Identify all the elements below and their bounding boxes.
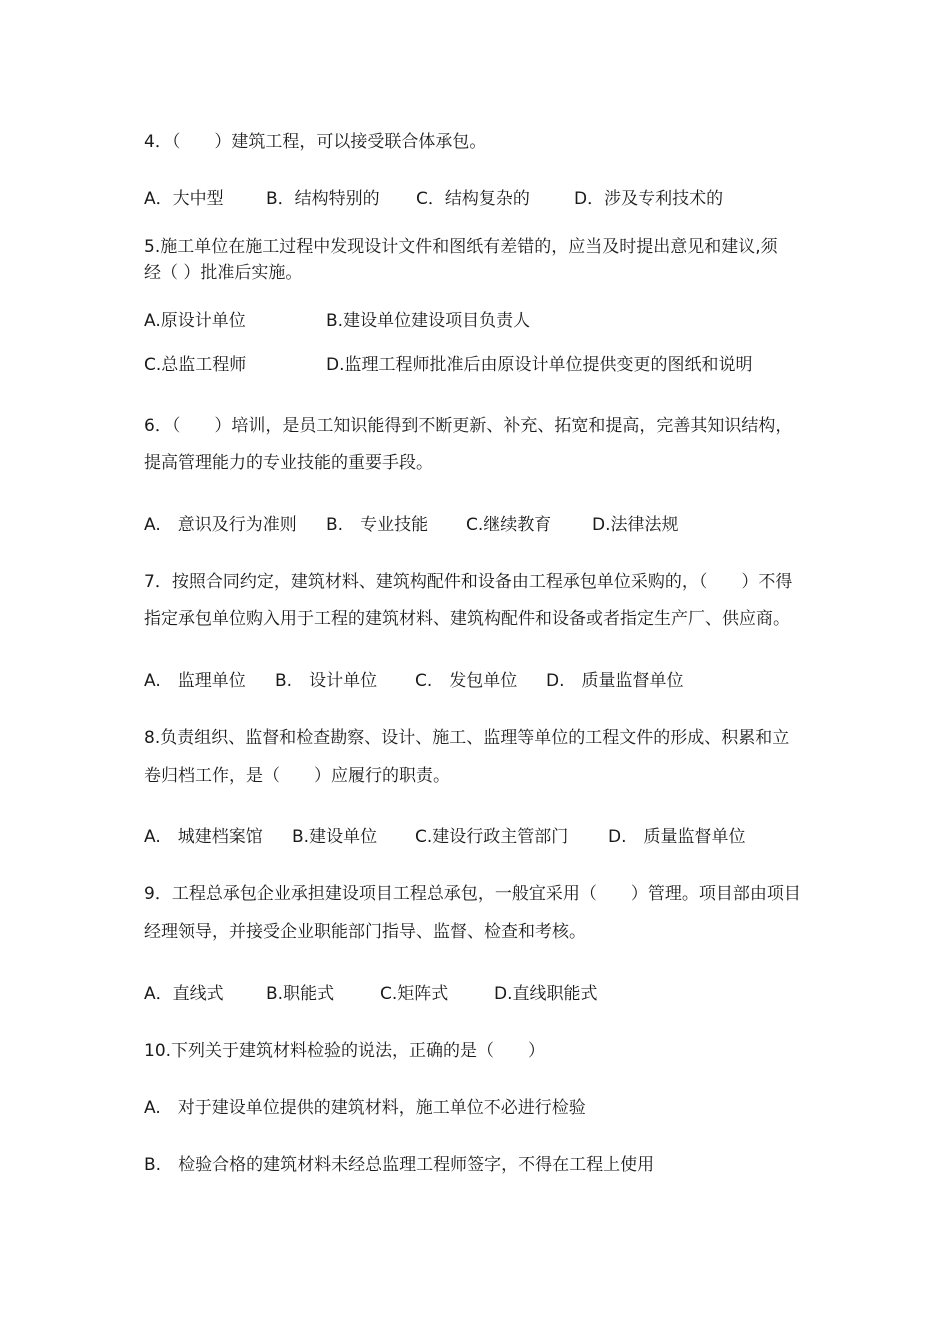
question-8-option-b: B.建设单位: [292, 827, 378, 847]
question-5-stem-line-2: 经（ ）批准后实施。: [144, 263, 303, 283]
question-7-option-a: A. 监理单位: [144, 671, 246, 691]
question-9-option-c: C.矩阵式: [380, 984, 449, 1004]
question-5-option-a: A.原设计单位: [144, 311, 246, 331]
question-8-stem-line-1: 8.负责组织、监督和检查勘察、设计、施工、监理等单位的工程文件的形成、积累和立: [144, 728, 790, 748]
question-5-option-c: C.总监工程师: [144, 355, 247, 375]
question-4-option-b: B．结构特别的: [266, 189, 380, 209]
question-6-option-c: C.继续教育: [466, 515, 552, 535]
question-7-stem-line-2: 指定承包单位购入用于工程的建筑材料、建筑构配件和设备或者指定生产厂、供应商。: [144, 609, 790, 629]
question-4-stem: 4．（ ）建筑工程，可以接受联合体承包。: [144, 132, 487, 152]
question-7-option-d: D. 质量监督单位: [546, 671, 684, 691]
question-8-option-d: D. 质量监督单位: [608, 827, 746, 847]
question-6-stem-line-1: 6．（ ）培训，是员工知识能得到不断更新、补充、拓宽和提高，完善其知识结构，: [144, 416, 793, 436]
question-4-option-c: C．结构复杂的: [416, 189, 530, 209]
question-9-option-d: D.直线职能式: [494, 984, 598, 1004]
question-6-option-d: D.法律法规: [592, 515, 679, 535]
question-6-option-b: B. 专业技能: [326, 515, 429, 535]
question-7-stem-line-1: 7．按照合同约定，建筑材料、建筑构配件和设备由工程承包单位采购的，（ ）不得: [144, 572, 793, 592]
question-5-option-b: B.建设单位建设项目负责人: [326, 311, 531, 331]
question-6-stem-line-2: 提高管理能力的专业技能的重要手段。: [144, 453, 433, 473]
question-7-option-c: C. 发包单位: [415, 671, 518, 691]
question-5-stem-line-1: 5.施工单位在施工过程中发现设计文件和图纸有差错的，应当及时提出意见和建议,须: [144, 237, 778, 257]
question-8-option-c: C.建设行政主管部门: [415, 827, 569, 847]
question-10-option-b: B. 检验合格的建筑材料未经总监理工程师签字，不得在工程上使用: [144, 1155, 655, 1175]
question-4-option-a: A．大中型: [144, 189, 224, 209]
question-10-stem: 10.下列关于建筑材料检验的说法，正确的是（ ）: [144, 1041, 546, 1061]
question-8-option-a: A. 城建档案馆: [144, 827, 263, 847]
question-7-option-b: B. 设计单位: [275, 671, 378, 691]
question-8-stem-line-2: 卷归档工作，是（ ）应履行的职责。: [144, 766, 450, 786]
question-9-option-a: A．直线式: [144, 984, 224, 1004]
question-10-option-a: A. 对于建设单位提供的建筑材料，施工单位不必进行检验: [144, 1098, 586, 1118]
question-9-stem-line-2: 经理领导，并接受企业职能部门指导、监督、检查和考核。: [144, 922, 586, 942]
question-9-stem-line-1: 9．工程总承包企业承担建设项目工程总承包，一般宜采用（ ）管理。项目部由项目: [144, 884, 801, 904]
question-5-option-d: D.监理工程师批准后由原设计单位提供变更的图纸和说明: [326, 355, 753, 375]
question-9-option-b: B.职能式: [266, 984, 335, 1004]
question-4-option-d: D．涉及专利技术的: [574, 189, 724, 209]
question-6-option-a: A. 意识及行为准则: [144, 515, 297, 535]
